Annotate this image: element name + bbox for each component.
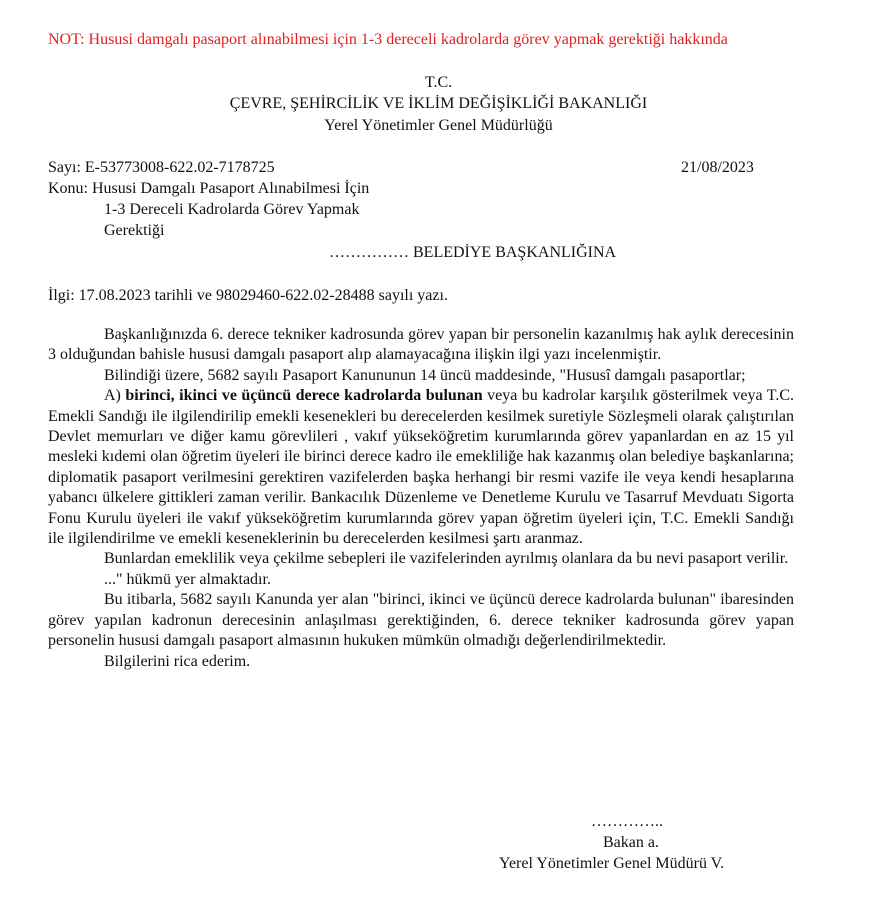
paragraph-4: Bunlardan emeklilik veya çekilme sebepleri ile vazifelerinden ayrılmış olanlara da bu nevi pasaport verilir. <box>104 550 789 568</box>
header-directorate: Yerel Yönetimler Genel Müdürlüğü <box>324 117 553 134</box>
subject-line-2: 1-3 Dereceli Kadrolarda Görev Yapmak <box>104 201 360 218</box>
header-tc: T.C. <box>424 74 453 91</box>
signature-line-1: Bakan a. <box>603 834 659 851</box>
paragraph-7: Bilgilerini rica ederim. <box>104 652 251 670</box>
subject-line-3: Gerektiği <box>104 222 165 239</box>
reference-line: İlgi: 17.08.2023 tarihli ve 98029460-622.02-28488 sayılı yazı. <box>48 287 448 304</box>
paragraph-2: Bilindiği üzere, 5682 sayılı Pasaport Kanununun 14 üncü maddesinde, "Hususî damgalı pasaportlar; <box>104 366 746 384</box>
signature-dots: ………….. <box>591 813 663 830</box>
paragraph-3 <box>48 386 794 549</box>
addressee: …………… BELEDİYE BAŞKANLIĞINA <box>329 244 617 261</box>
note-title: NOT: Hususi damgalı pasaport alınabilmesi için 1-3 dereceli kadrolarda görev yapmak gerektiği hakkında <box>48 31 728 48</box>
paragraph-3-bold: birinci, ikinci ve üçüncü derece kadrolarda bulunan <box>125 387 483 405</box>
paragraph-5: ..." hükmü yer almaktadır. <box>104 570 271 588</box>
letter-body <box>48 325 794 672</box>
paragraph-6: Bu itibarla, 5682 sayılı Kanunda yer alan "birinci, ikinci ve üçüncü derece kadrolarda bulunan" ibaresinden görev yapılan kadronun derecesinin anlaşılması gerektiğinden, 6. derece tekniker kadrosunda görev yapan personelin hususi damgalı pasaport almasının hukuken mümkün olmadığı değerlendirilmektedir. <box>48 591 794 650</box>
paragraph-3-prefix: A) <box>104 387 126 405</box>
paragraph-1: Başkanlığınızda 6. derece tekniker kadrosunda görev yapan bir personelin kazanılmış hak aylık derecesinin 3 olduğundan bahisle hususi damgalı pasaport alıp alamayacağına ilişkin ilgi yazı incelenmiştir. <box>48 326 794 364</box>
signature-line-2: Yerel Yönetimler Genel Müdürü V. <box>499 855 725 872</box>
document-number: Sayı: E-53773008-622.02-7178725 <box>48 159 275 176</box>
document-date: 21/08/2023 <box>681 159 754 176</box>
paragraph-3-rest: veya bu kadrolar karşılık gösterilmek veya T.C. Emekli Sandığı ile ilgilendirilip emekli kesenekleri bu derecelerden kesilmek suretiyle Sözleşmeli olarak çalıştırılan Devlet memurları ve diğer kamu görevlileri , vakıf yükseköğretim kurumlarında görev yapanlardan en az 15 yıl mesleki kıdemi olan öğretim üyeleri ile birinci derece kadro ile emekliliğe hak kazanmış olan belediye başkanlarına; diplomatik pasaport verilmesini gerektiren vazifelerden başka herhangi bir resmi vazife ile veya kendi hesaplarına yabancı ülkelere gittikleri zaman verilir. Bankacılık Düzenleme ve Denetleme Kurulu ve Tasarruf Mevduatı Sigorta Fonu Kurulu üyeleri ile vakıf yükseköğretim kurumlarında görev yapan öğretim üyeleri için, T.C. Emekli Sandığı ile ilgilendirilme ve emekli keseneklerinin bu derecelerden kesilmesi şartı aranmaz. <box>48 387 795 548</box>
subject-line-1: Konu: Hususi Damgalı Pasaport Alınabilmesi İçin <box>48 180 370 197</box>
header-ministry: ÇEVRE, ŞEHİRCİLİK VE İKLİM DEĞİŞİKLİĞİ BAKANLIĞI <box>229 95 648 112</box>
